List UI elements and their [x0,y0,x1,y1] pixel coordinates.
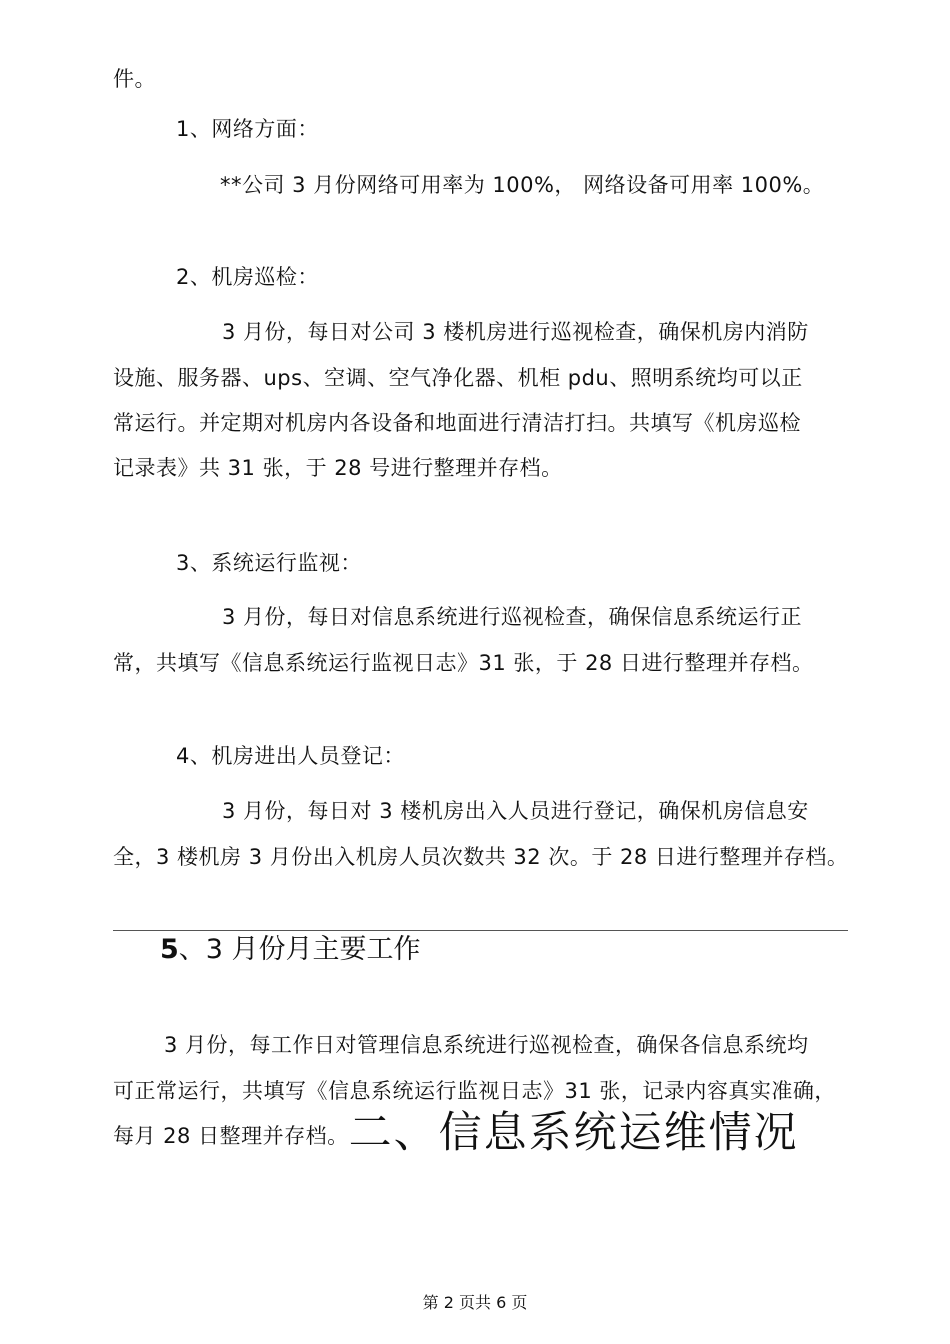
paragraph-line: 设施、服务器、ups、空调、空气净化器、机柜 pdu、照明系统均可以正 [113,366,803,390]
paragraph-line: 3 月份，每日对信息系统进行巡视检查，确保信息系统运行正 [222,605,803,629]
page-number-footer: 第 2 页共 6 页 [422,1293,528,1312]
paragraph-line: 常运行。并定期对机房内各设备和地面进行清洁打扫。共填写《机房巡检 [113,411,801,435]
section-title-main-work [160,932,421,968]
section-title-text: 、3 月份月主要工作 [178,934,421,965]
section-title-network: 1、网络方面： [176,117,319,141]
section-divider [113,930,848,931]
paragraph-line: 3 月份，每日对公司 3 楼机房进行巡视检查，确保机房内消防 [222,320,809,344]
paragraph-line-with-heading [113,1108,799,1158]
paragraph-line: 3 月份，每日对 3 楼机房出入人员进行登记，确保机房信息安 [222,799,809,823]
chapter-heading: 二、信息系统运维情况 [348,1108,799,1158]
paragraph-line: **公司 3 月份网络可用率为 100%， 网络设备可用率 100%。 [220,173,825,197]
section-title-machine-room-inspection: 2、机房巡检： [176,265,319,289]
paragraph-line: 记录表》共 31 张，于 28 号进行整理并存档。 [113,456,563,480]
section-number: 5 [160,934,179,965]
continuation-text: 件。 [113,67,156,91]
paragraph-text: 每月 28 日整理并存档。 [113,1124,349,1148]
paragraph-line: 全，3 楼机房 3 月份出入机房人员次数共 32 次。于 28 日进行整理并存档。 [113,845,849,869]
section-title-personnel-registration: 4、机房进出人员登记： [176,744,405,768]
paragraph-line: 3 月份，每工作日对管理信息系统进行巡视检查，确保各信息系统均 [164,1033,809,1057]
paragraph-line: 可正常运行，共填写《信息系统运行监视日志》31 张，记录内容真实准确， [113,1079,836,1103]
section-title-system-monitoring: 3、系统运行监视： [176,551,362,575]
paragraph-line: 常，共填写《信息系统运行监视日志》31 张，于 28 日进行整理并存档。 [113,651,814,675]
